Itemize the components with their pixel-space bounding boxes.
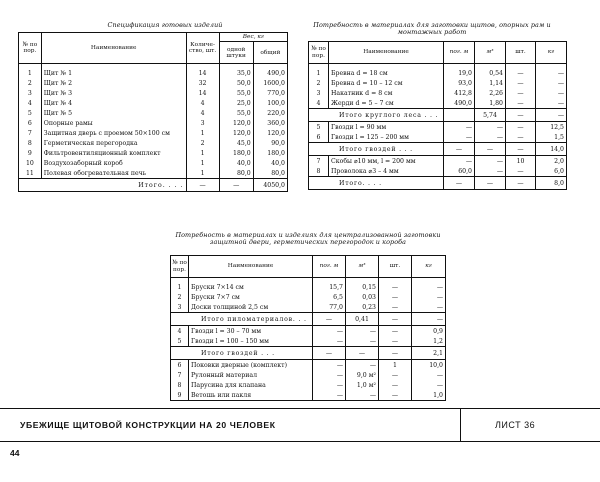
subtotal-sht: — bbox=[506, 109, 536, 122]
row-kg: — bbox=[536, 98, 567, 109]
table-row bbox=[19, 128, 288, 138]
row-pm: 412,8 bbox=[444, 88, 475, 98]
row-number: 11 bbox=[19, 168, 42, 179]
row-pm: 490,0 bbox=[444, 98, 475, 109]
col-name: Наименование bbox=[41, 33, 186, 64]
row-unit-weight: 50,0 bbox=[219, 78, 253, 88]
row-sht: — bbox=[506, 88, 536, 98]
mat1-col-no: № по пор. bbox=[309, 42, 329, 64]
subtotal-row bbox=[309, 143, 567, 156]
table-row bbox=[19, 168, 288, 179]
row-name: Доски толщиной 2,5 см bbox=[189, 302, 313, 313]
subtotal-kg: 8,0 bbox=[536, 177, 567, 190]
subtotal-row bbox=[309, 109, 567, 122]
row-name: Рулонный материал bbox=[189, 370, 313, 380]
table-row bbox=[19, 68, 288, 78]
subtotal-label: Итого пиломатериалов. . . bbox=[171, 313, 313, 326]
row-total-weight: 770,0 bbox=[253, 88, 287, 98]
row-sht: — bbox=[506, 132, 536, 143]
row-m3: — bbox=[475, 156, 506, 167]
row-kg: — bbox=[412, 292, 446, 302]
subtotal-pm: — bbox=[313, 347, 346, 360]
row-total-weight: 490,0 bbox=[253, 68, 287, 78]
mat1-table bbox=[308, 41, 567, 190]
row-m3: 1,0 м² bbox=[346, 380, 379, 390]
row-kg: 1,5 bbox=[536, 132, 567, 143]
mat1-col-m3: м³ bbox=[475, 42, 506, 64]
spec-title: Спецификация готовых изделий bbox=[107, 21, 223, 29]
subtotal-label: Итого. . . . bbox=[309, 177, 444, 190]
row-sht: — bbox=[506, 166, 536, 177]
drawing-title: УБЕЖИЩЕ ЩИТОВОЙ КОНСТРУКЦИИ НА 20 ЧЕЛОВЕК bbox=[20, 420, 276, 430]
table-row bbox=[309, 88, 567, 98]
subtotal-label: Итого гвоздей . . . bbox=[171, 347, 313, 360]
row-unit-weight: 180,0 bbox=[219, 148, 253, 158]
row-number: 8 bbox=[19, 138, 42, 148]
row-sht: — bbox=[379, 380, 412, 390]
subtotal-pm: — bbox=[444, 177, 475, 190]
row-pm: — bbox=[313, 336, 346, 347]
row-pm: — bbox=[444, 156, 475, 167]
total-unit: — bbox=[219, 179, 253, 192]
row-name: Щит № 3 bbox=[41, 88, 186, 98]
row-m3: — bbox=[475, 122, 506, 133]
mat1-col-name: Наименование bbox=[329, 42, 444, 64]
row-number: 3 bbox=[309, 88, 329, 98]
row-qty: 2 bbox=[186, 138, 219, 148]
row-name: Бревна d = 10 – 12 см bbox=[329, 78, 444, 88]
row-kg: — bbox=[412, 380, 446, 390]
row-kg: 1,0 bbox=[412, 390, 446, 401]
row-m3: — bbox=[475, 132, 506, 143]
table-row bbox=[171, 302, 446, 313]
row-number: 5 bbox=[309, 122, 329, 133]
table-row bbox=[171, 390, 446, 401]
table-row bbox=[19, 158, 288, 168]
row-number: 9 bbox=[19, 148, 42, 158]
row-unit-weight: 55,0 bbox=[219, 108, 253, 118]
row-pm: 93,0 bbox=[444, 78, 475, 88]
spec-table bbox=[18, 32, 288, 192]
row-kg: — bbox=[536, 88, 567, 98]
row-sht: 1 bbox=[379, 360, 412, 371]
subtotal-sht: — bbox=[379, 347, 412, 360]
row-m3: — bbox=[346, 336, 379, 347]
table-row bbox=[309, 122, 567, 133]
subtotal-m3: — bbox=[475, 143, 506, 156]
subtotal-m3: 5,74 bbox=[475, 109, 506, 122]
subtotal-m3: 0,41 bbox=[346, 313, 379, 326]
row-pm: — bbox=[444, 132, 475, 143]
col-no: № по пор. bbox=[19, 33, 42, 64]
mat1-title: Потребность в материалах для заготовки щитов, опорных рам и монтажных работ bbox=[313, 21, 551, 37]
table-row bbox=[171, 370, 446, 380]
row-qty: 32 bbox=[186, 78, 219, 88]
col-weight: Вес, кг bbox=[219, 33, 287, 42]
mat2-title: Потребность в материалах и изделиях для централизованной заготовки защитной двери, герметических перегородок и короба bbox=[175, 231, 441, 247]
row-kg: — bbox=[536, 78, 567, 88]
table-row bbox=[171, 336, 446, 347]
row-number: 1 bbox=[309, 68, 329, 78]
row-sht: — bbox=[379, 370, 412, 380]
row-sht: — bbox=[379, 326, 412, 337]
row-qty: 1 bbox=[186, 168, 219, 179]
row-kg: — bbox=[536, 68, 567, 78]
table-row bbox=[19, 118, 288, 128]
row-number: 5 bbox=[19, 108, 42, 118]
table-row bbox=[19, 88, 288, 98]
mat2-col-no: № по пор. bbox=[171, 256, 189, 278]
row-name: Ветошь или пакля bbox=[189, 390, 313, 401]
subtotal-label: Итого гвоздей . . . bbox=[309, 143, 444, 156]
row-name: Щит № 2 bbox=[41, 78, 186, 88]
mat1-col-pm: пог. м bbox=[444, 42, 475, 64]
row-sht: — bbox=[506, 122, 536, 133]
row-number: 8 bbox=[309, 166, 329, 177]
mat2-col-sht: шт. bbox=[379, 256, 412, 278]
row-name: Накатник d = 8 см bbox=[329, 88, 444, 98]
row-name: Парусина для клапана bbox=[189, 380, 313, 390]
col-qty: Количе-ство, шт. bbox=[186, 33, 219, 64]
row-sht: — bbox=[379, 292, 412, 302]
row-total-weight: 1600,0 bbox=[253, 78, 287, 88]
row-pm: 60,0 bbox=[444, 166, 475, 177]
row-kg: — bbox=[412, 282, 446, 292]
row-kg: 1,2 bbox=[412, 336, 446, 347]
row-unit-weight: 120,0 bbox=[219, 128, 253, 138]
row-kg: 10,0 bbox=[412, 360, 446, 371]
row-name: Щит № 4 bbox=[41, 98, 186, 108]
row-number: 4 bbox=[309, 98, 329, 109]
total-row bbox=[309, 177, 567, 190]
mat2-col-pm: пог. м bbox=[313, 256, 346, 278]
row-kg: — bbox=[412, 370, 446, 380]
row-number: 7 bbox=[171, 370, 189, 380]
subtotal-row bbox=[171, 347, 446, 360]
table-row bbox=[309, 156, 567, 167]
row-number: 3 bbox=[19, 88, 42, 98]
row-name: Опорные рамы bbox=[41, 118, 186, 128]
row-sht: — bbox=[379, 336, 412, 347]
row-kg: 12,5 bbox=[536, 122, 567, 133]
table-row bbox=[171, 380, 446, 390]
row-name: Герметическая перегородка bbox=[41, 138, 186, 148]
row-sht: — bbox=[379, 390, 412, 401]
row-pm: — bbox=[313, 390, 346, 401]
row-number: 9 bbox=[171, 390, 189, 401]
table-row bbox=[309, 68, 567, 78]
row-total-weight: 90,0 bbox=[253, 138, 287, 148]
subtotal-label: Итого круглого леса . . . bbox=[309, 109, 444, 122]
row-sht: — bbox=[379, 302, 412, 313]
row-unit-weight: 80,0 bbox=[219, 168, 253, 179]
row-name: Бревна d = 18 см bbox=[329, 68, 444, 78]
row-name: Полевая обогревательная печь bbox=[41, 168, 186, 179]
row-qty: 1 bbox=[186, 158, 219, 168]
row-unit-weight: 25,0 bbox=[219, 98, 253, 108]
row-m3: — bbox=[346, 326, 379, 337]
table-row bbox=[19, 148, 288, 158]
row-total-weight: 220,0 bbox=[253, 108, 287, 118]
row-name: Защитная дверь с проемом 50×100 см bbox=[41, 128, 186, 138]
row-pm: 77,0 bbox=[313, 302, 346, 313]
table-row bbox=[19, 98, 288, 108]
table-row bbox=[19, 78, 288, 88]
row-pm: 6,5 bbox=[313, 292, 346, 302]
row-m3: 1,14 bbox=[475, 78, 506, 88]
row-pm: — bbox=[313, 326, 346, 337]
row-number: 2 bbox=[171, 292, 189, 302]
row-sht: — bbox=[506, 78, 536, 88]
row-total-weight: 100,0 bbox=[253, 98, 287, 108]
row-m3: 0,54 bbox=[475, 68, 506, 78]
row-pm: 19,0 bbox=[444, 68, 475, 78]
row-name: Гвозди l = 90 мм bbox=[329, 122, 444, 133]
subtotal-kg: 2,1 bbox=[412, 347, 446, 360]
row-sht: 10 bbox=[506, 156, 536, 167]
subtotal-kg: — bbox=[536, 109, 567, 122]
row-sht: — bbox=[506, 68, 536, 78]
mat2-col-kg: кг bbox=[412, 256, 446, 278]
row-number: 4 bbox=[19, 98, 42, 108]
footer-top-rule bbox=[0, 408, 600, 409]
table-row bbox=[171, 282, 446, 292]
row-m3: 0,23 bbox=[346, 302, 379, 313]
sheet-number: ЛИСТ 36 bbox=[495, 420, 536, 430]
row-number: 2 bbox=[309, 78, 329, 88]
row-qty: 4 bbox=[186, 108, 219, 118]
row-pm: — bbox=[313, 370, 346, 380]
table-row bbox=[171, 326, 446, 337]
row-number: 2 bbox=[19, 78, 42, 88]
subtotal-pm: — bbox=[313, 313, 346, 326]
row-name: Бруски 7×14 см bbox=[189, 282, 313, 292]
subtotal-row bbox=[171, 313, 446, 326]
row-unit-weight: 55,0 bbox=[219, 88, 253, 98]
row-total-weight: 120,0 bbox=[253, 128, 287, 138]
row-qty: 4 bbox=[186, 98, 219, 108]
table-row bbox=[19, 138, 288, 148]
row-m3: 0,03 bbox=[346, 292, 379, 302]
row-name: Бруски 7×7 см bbox=[189, 292, 313, 302]
row-name: Жерди d = 5 – 7 см bbox=[329, 98, 444, 109]
row-number: 10 bbox=[19, 158, 42, 168]
table-row bbox=[19, 108, 288, 118]
table-row bbox=[309, 132, 567, 143]
row-pm: 15,7 bbox=[313, 282, 346, 292]
row-m3: — bbox=[475, 166, 506, 177]
subtotal-sht: — bbox=[506, 177, 536, 190]
page-number: 44 bbox=[10, 448, 20, 458]
mat2-col-name: Наименование bbox=[189, 256, 313, 278]
mat1-col-kg: кг bbox=[536, 42, 567, 64]
row-unit-weight: 45,0 bbox=[219, 138, 253, 148]
row-total-weight: 80,0 bbox=[253, 168, 287, 179]
row-name: Поковки дверные (комплект) bbox=[189, 360, 313, 371]
row-unit-weight: 35,0 bbox=[219, 68, 253, 78]
row-name: Гвозди l = 30 – 70 мм bbox=[189, 326, 313, 337]
row-number: 6 bbox=[171, 360, 189, 371]
subtotal-m3: — bbox=[475, 177, 506, 190]
row-pm: — bbox=[444, 122, 475, 133]
row-number: 6 bbox=[19, 118, 42, 128]
row-pm: — bbox=[313, 380, 346, 390]
row-qty: 1 bbox=[186, 128, 219, 138]
subtotal-kg: — bbox=[412, 313, 446, 326]
footer-divider bbox=[460, 408, 461, 442]
total-value: 4050,0 bbox=[253, 179, 287, 192]
row-number: 3 bbox=[171, 302, 189, 313]
row-unit-weight: 40,0 bbox=[219, 158, 253, 168]
row-number: 7 bbox=[19, 128, 42, 138]
table-row bbox=[171, 360, 446, 371]
row-m3: 0,15 bbox=[346, 282, 379, 292]
row-name: Гвозди l = 100 – 150 мм bbox=[189, 336, 313, 347]
row-name: Щит № 1 bbox=[41, 68, 186, 78]
table-row bbox=[309, 98, 567, 109]
row-m3: 9,0 м² bbox=[346, 370, 379, 380]
row-name: Фильтровентиляционный комплект bbox=[41, 148, 186, 158]
subtotal-kg: 14,0 bbox=[536, 143, 567, 156]
subtotal-sht: — bbox=[506, 143, 536, 156]
row-number: 4 bbox=[171, 326, 189, 337]
table-row bbox=[309, 166, 567, 177]
total-qty: — bbox=[186, 179, 219, 192]
row-total-weight: 180,0 bbox=[253, 148, 287, 158]
row-kg: 6,0 bbox=[536, 166, 567, 177]
col-unit: одной штуки bbox=[219, 42, 253, 64]
row-m3: 2,26 bbox=[475, 88, 506, 98]
footer-bottom-rule bbox=[0, 441, 600, 442]
row-number: 5 bbox=[171, 336, 189, 347]
row-kg: 0,9 bbox=[412, 326, 446, 337]
row-m3: — bbox=[346, 390, 379, 401]
row-pm: — bbox=[313, 360, 346, 371]
row-total-weight: 40,0 bbox=[253, 158, 287, 168]
row-kg: 2,0 bbox=[536, 156, 567, 167]
row-name: Воздухозаборный короб bbox=[41, 158, 186, 168]
total-label: Итого. . . . bbox=[19, 179, 187, 192]
subtotal-m3: — bbox=[346, 347, 379, 360]
row-qty: 14 bbox=[186, 68, 219, 78]
mat1-col-sht: шт. bbox=[506, 42, 536, 64]
row-unit-weight: 120,0 bbox=[219, 118, 253, 128]
row-qty: 14 bbox=[186, 88, 219, 98]
row-name: Гвозди l = 125 – 200 мм bbox=[329, 132, 444, 143]
row-sht: — bbox=[506, 98, 536, 109]
row-number: 7 bbox=[309, 156, 329, 167]
row-number: 1 bbox=[19, 68, 42, 78]
row-name: Скобы ⌀10 мм, l = 200 мм bbox=[329, 156, 444, 167]
row-m3: 1,80 bbox=[475, 98, 506, 109]
row-qty: 1 bbox=[186, 148, 219, 158]
row-qty: 3 bbox=[186, 118, 219, 128]
row-number: 8 bbox=[171, 380, 189, 390]
row-sht: — bbox=[379, 282, 412, 292]
row-number: 6 bbox=[309, 132, 329, 143]
row-name: Щит № 5 bbox=[41, 108, 186, 118]
col-total: общий bbox=[253, 42, 287, 64]
row-name: Проволока ⌀3 – 4 мм bbox=[329, 166, 444, 177]
row-total-weight: 360,0 bbox=[253, 118, 287, 128]
subtotal-sht: — bbox=[379, 313, 412, 326]
table-row bbox=[171, 292, 446, 302]
row-kg: — bbox=[412, 302, 446, 313]
table-row bbox=[309, 78, 567, 88]
row-m3: — bbox=[346, 360, 379, 371]
subtotal-pm: — bbox=[444, 143, 475, 156]
total-row bbox=[19, 179, 288, 192]
mat2-col-m3: м³ bbox=[346, 256, 379, 278]
mat2-table bbox=[170, 255, 446, 401]
row-number: 1 bbox=[171, 282, 189, 292]
subtotal-pm bbox=[444, 109, 475, 122]
